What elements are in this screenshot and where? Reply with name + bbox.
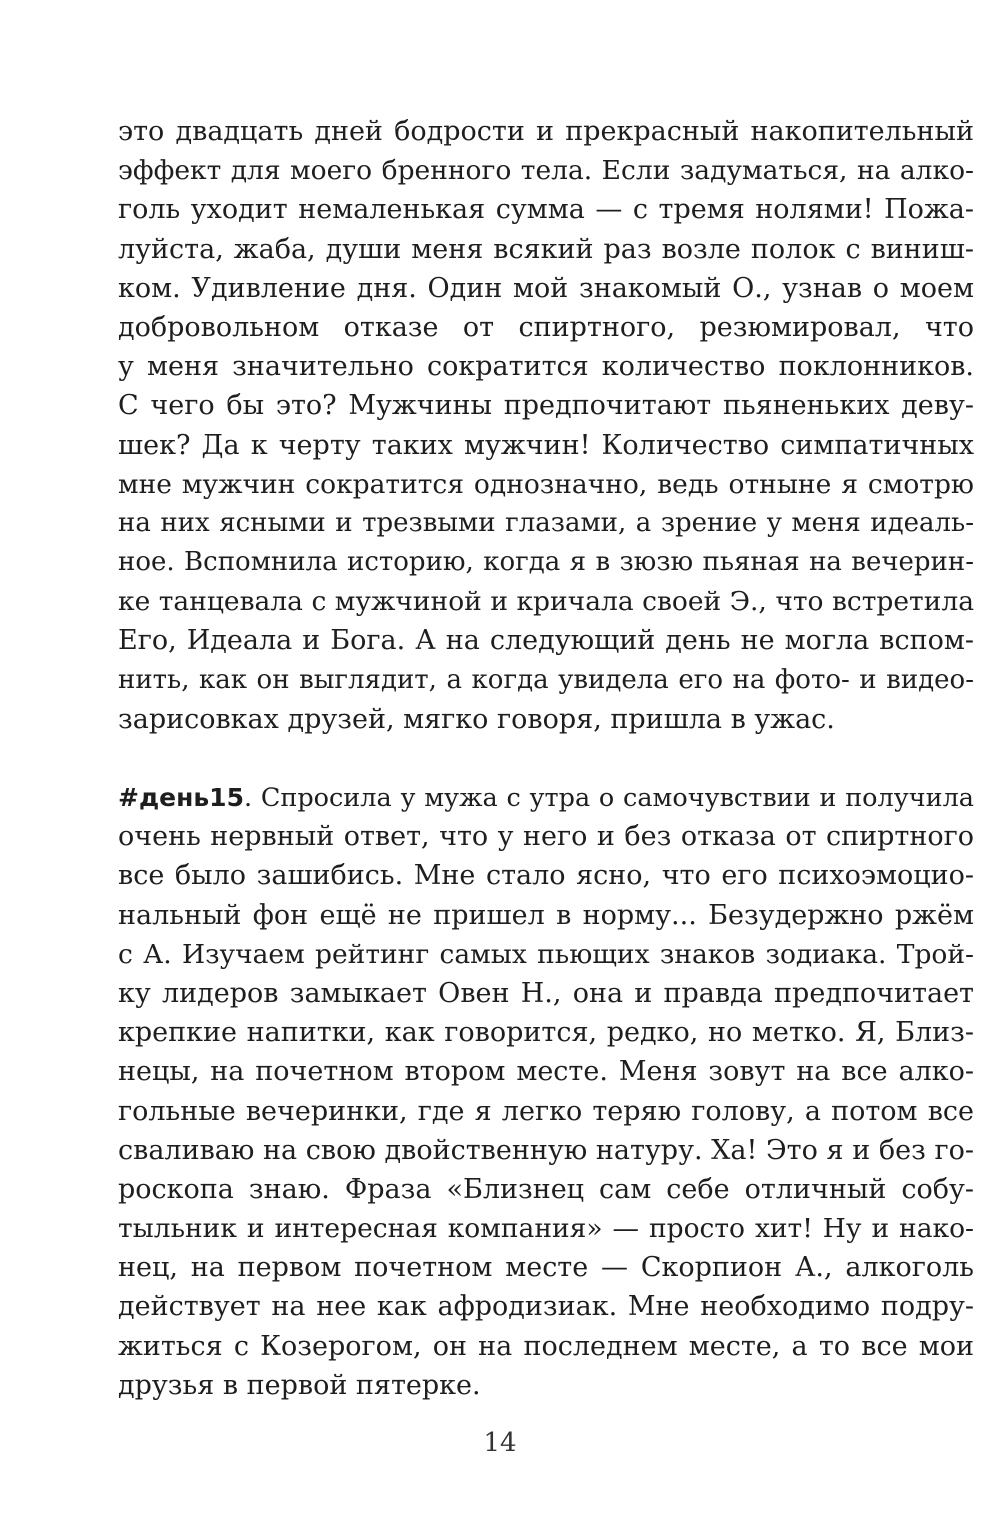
text-line: Его, Идеала и Бога. А на следующий день не могла вспом- <box>118 625 974 657</box>
paragraph-2 <box>118 778 974 1405</box>
text-line: действует на нее как афродизиак. Мне необходимо подру- <box>118 1291 974 1323</box>
text-line: луйста, жаба, души меня всякий раз возле полок с виниш- <box>118 233 974 265</box>
text-line: нальный фон ещё не пришел в норму... Безудержно ржём <box>118 899 974 931</box>
text-line: крепкие напитки, как говорится, редко, но метко. Я, Близ- <box>118 1017 974 1049</box>
page-number: 14 <box>483 1428 517 1458</box>
text-line: житься с Козерогом, он на последнем месте, а то все мои <box>118 1330 974 1362</box>
text-line: голь уходит немаленькая сумма — с тремя нолями! Пожа- <box>118 194 974 226</box>
text-line: эффект для моего бренного тела. Если задуматься, на алко- <box>118 155 974 187</box>
text-line: добровольном отказе от спиртного, резюмировал, что <box>118 311 974 343</box>
day-tag: #день15 <box>118 783 244 812</box>
text-line: друзья в первой пятерке. <box>118 1369 481 1401</box>
text-line: это двадцать дней бодрости и прекрасный накопительный <box>118 116 974 147</box>
text-line: нец, на первом почетном месте — Скорпион А., алкоголь <box>118 1252 974 1284</box>
text-line: зарисовках друзей, мягко говоря, пришла в ужас. <box>118 703 835 735</box>
paragraph-1 <box>118 112 974 739</box>
text-line: гольные вечеринки, где я легко теряю голову, а потом все <box>118 1095 974 1127</box>
text-line: нецы, на почетном втором месте. Меня зовут на все алко- <box>118 1056 974 1088</box>
text-line: ку лидеров замыкает Овен Н., она и правда предпочитает <box>118 977 974 1009</box>
text-line: на них ясными и трезвыми глазами, а зрение у меня идеаль- <box>118 507 974 538</box>
text-line-first <box>118 778 974 817</box>
text-line: мне мужчин сократится однозначно, ведь отныне я смотрю <box>118 468 974 500</box>
text-line: с А. Изучаем рейтинг самых пьющих знаков зодиака. Трой- <box>118 938 974 970</box>
text-line: ное. Вспомнила историю, когда я в зюзю пьяная на вечерин- <box>118 547 974 578</box>
text-line: ке танцевала с мужчиной и кричала своей Э., что встретила <box>118 586 974 618</box>
text-line: С чего бы это? Мужчины предпочитают пьяненьких деву- <box>118 390 974 422</box>
text-line: сваливаю на свою двойственную натуру. Ха! Это я и без го- <box>118 1134 974 1166</box>
text-line: все было зашибись. Мне стало ясно, что его психоэмоцио- <box>118 860 974 892</box>
text-line: тыльник и интересная компания» — просто хит! Ну и нако- <box>118 1213 974 1245</box>
text-line: очень нервный ответ, что у него и без отказа от спиртного <box>118 821 974 853</box>
text-line: роскопа знаю. Фраза «Близнец сам себе отличный собу- <box>118 1173 974 1205</box>
text-line: у меня значительно сократится количество поклонников. <box>118 351 974 383</box>
text-line-rest: . Спросила у мужа с утра о самочувствии и получила <box>243 783 974 813</box>
text-line: шек? Да к черту таких мужчин! Количество симпатичных <box>118 429 974 461</box>
text-line: нить, как он выглядит, а когда увидела его на фото- и видео- <box>118 664 974 695</box>
text-line: ком. Удивление дня. Один мой знакомый О., узнав о моем <box>118 272 974 304</box>
